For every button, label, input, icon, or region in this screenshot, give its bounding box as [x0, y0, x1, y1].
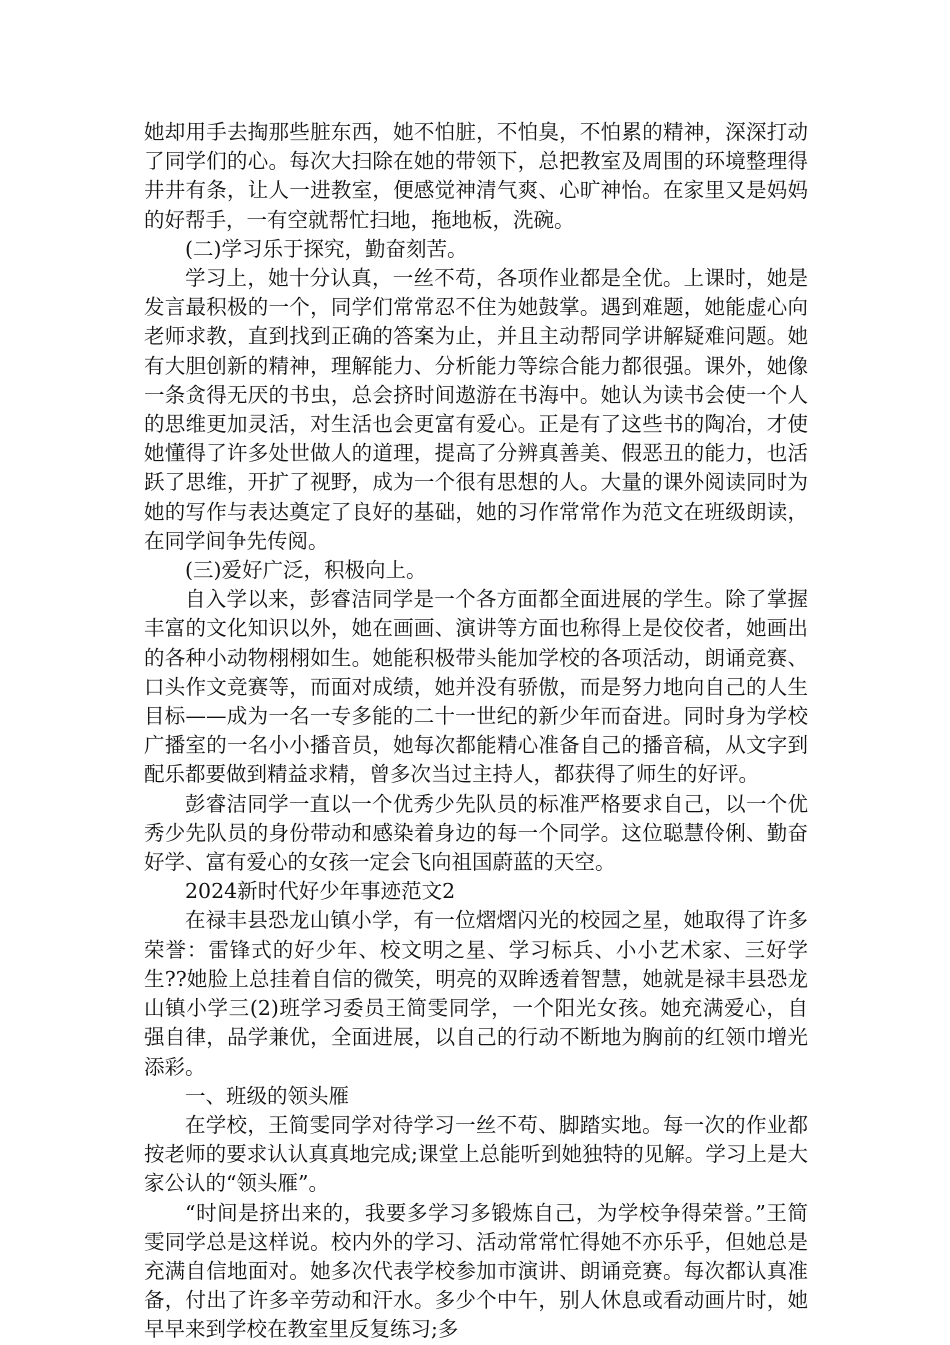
- paragraph-quote: “时间是挤出来的，我要多学习多锻炼自己，为学校争得荣誉。”王简雯同学总是这样说。校内外的学习、活动常常忙得她不亦乐乎，但她总是充满自信地面对。她多次代表学校参加市演讲、朗诵竞赛。每次都认真准备，付出了许多辛劳动和汗水。多少个中午，别人休息或看动画片时，她早早来到学校在教室里反复练习;多: [144, 1200, 808, 1342]
- paragraph-intro-2: 在禄丰县恐龙山镇小学，有一位熠熠闪光的校园之星，她取得了许多荣誉：雷锋式的好少年、校文明之星、学习标兵、小小艺术家、三好学生??她脸上总挂着自信的微笑，明亮的双眸透着智慧，她就是禄丰县恐龙山镇小学三(2)班学习委员王简雯同学，一个阳光女孩。她充满爱心，自强自律，品学兼优，全面进展，以自己的行动不断地为胸前的红领巾增光添彩。: [144, 908, 808, 1079]
- document-page: [144, 118, 808, 1345]
- paragraph-study: 学习上，她十分认真，一丝不苟，各项作业都是全优。上课时，她是发言最积极的一个，同学们常常忍不住为她鼓掌。遇到难题，她能虚心向老师求教，直到找到正确的答案为止，并且主动帮同学讲解疑难问题。她有大胆创新的精神，理解能力、分析能力等综合能力都很强。课外，她像一条贪得无厌的书虫，总会挤时间遨游在书海中。她认为读书会使一个人的思维更加灵活，对生活也会更富有爱心。正是有了这些书的陶冶，才使她懂得了许多处世做人的道理，提高了分辨真善美、假恶丑的能力，也活跃了思维，开扩了视野，成为一个很有思想的人。大量的课外阅读同时为她的写作与表达奠定了良好的基础，她的习作常常作为范文在班级朗读，在同学间争先传阅。: [144, 266, 808, 553]
- section-heading-study: (二)学习乐于探究，勤奋刻苦。: [185, 236, 468, 261]
- article-title-2: 2024新时代好少年事迹范文2: [185, 879, 456, 904]
- paragraph-leader: 在学校，王简雯同学对待学习一丝不苟、脚踏实地。每一次的作业都按老师的要求认认真真地完成;课堂上总能听到她独特的见解。学习上是大家公认的“领头雁”。: [144, 1112, 808, 1196]
- paragraph-hobbies: 自入学以来，彭睿洁同学是一个各方面都全面进展的学生。除了掌握丰富的文化知识以外，她在画画、演讲等方面也称得上是佼佼者，她画出的各种小动物栩栩如生。她能积极带头能加学校的各项活动，朗诵竞赛、口头作文竞赛等，而面对成绩，她并没有骄傲，而是努力地向自己的人生目标——成为一名一专多能的二十一世纪的新少年而奋进。同时身为学校广播室的一名小小播音员，她每次都能精心准备自己的播音稿，从文字到配乐都要做到精益求精，曾多次当过主持人，都获得了师生的好评。: [144, 587, 808, 787]
- section-heading-hobbies: (三)爱好广泛，积极向上。: [185, 558, 427, 583]
- section-heading-leader: 一、班级的领头雁: [185, 1083, 349, 1108]
- paragraph-conclusion: 彭睿洁同学一直以一个优秀少先队员的标准严格要求自己，以一个优秀少先队员的身份带动和感染着身边的每一个同学。这位聪慧伶俐、勤奋好学、富有爱心的女孩一定会飞向祖国蔚蓝的天空。: [144, 791, 808, 875]
- paragraph-continuation: 她却用手去掏那些脏东西，她不怕脏，不怕臭，不怕累的精神，深深打动了同学们的心。每次大扫除在她的带领下，总把教室及周围的环境整理得井井有条，让人一进教室，便感觉神清气爽、心旷神怡。在家里又是妈妈的好帮手，一有空就帮忙扫地，拖地板，洗碗。: [144, 120, 808, 232]
